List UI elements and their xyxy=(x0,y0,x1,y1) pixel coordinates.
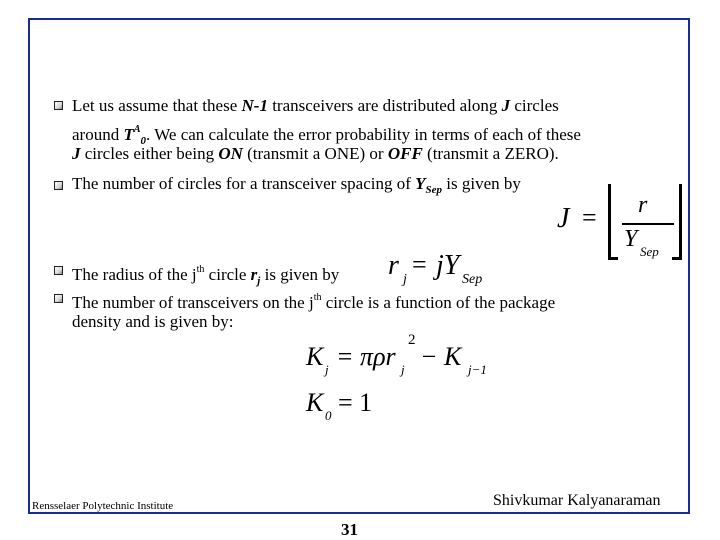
bullet1-line1 xyxy=(72,96,559,116)
bullet-icon xyxy=(54,266,63,275)
text: circle is a function of the package xyxy=(321,293,556,312)
bullet3-line xyxy=(72,260,339,291)
eq-j-lhs: J xyxy=(557,203,570,234)
bullet1-line3 xyxy=(72,144,559,164)
eq-k-rhs: = πρr xyxy=(336,342,396,371)
text-sup-th: th xyxy=(313,292,322,303)
bullet-icon xyxy=(54,101,63,110)
eq-j-denominator: Y xyxy=(624,226,638,252)
eq-r-sub: j xyxy=(403,272,407,287)
text-on: ON xyxy=(218,144,243,163)
eq-k0-sub: 0 xyxy=(325,408,332,423)
eq-r-rhs: jY xyxy=(436,250,460,281)
text: transceivers are distributed along xyxy=(267,96,502,115)
text: (transmit a ONE) or xyxy=(242,144,388,163)
text-sub-sep: Sep xyxy=(425,184,443,196)
bracket-left xyxy=(608,184,611,260)
bracket-right xyxy=(679,184,682,260)
bullet-icon xyxy=(54,294,63,303)
eq-k-lhs: K xyxy=(306,342,324,371)
eq-k-r-sub: j xyxy=(401,362,405,377)
page-number: 31 xyxy=(341,520,358,539)
eq-r-rhs-sub: Sep xyxy=(462,272,483,287)
eq-k0-rhs: = 1 xyxy=(338,388,373,417)
text-off: OFF xyxy=(387,144,423,163)
bullet-icon xyxy=(54,181,63,190)
eq-k-minus-sub: j−1 xyxy=(468,362,487,377)
text-j: J xyxy=(501,96,511,115)
text: is given by xyxy=(260,265,340,284)
text: circle xyxy=(204,265,251,284)
eq-j-den-sub: Sep xyxy=(640,244,659,259)
text-t: T xyxy=(123,125,134,144)
bullet4-line1 xyxy=(72,288,555,313)
eq-r-lhs: r xyxy=(388,250,399,281)
text: The number of transceivers on the j xyxy=(72,293,314,312)
eq-r-equals: = xyxy=(412,250,427,279)
eq-k-sub: j xyxy=(325,362,329,377)
text: circles either being xyxy=(80,144,219,163)
bracket-left-foot xyxy=(608,257,618,260)
text: Let us assume that these xyxy=(72,96,242,115)
text-sub-j: j xyxy=(257,275,261,287)
text-n-1: N-1 xyxy=(241,96,268,115)
text: is given by xyxy=(442,174,521,193)
text-sup-th: th xyxy=(196,264,205,275)
text: circles xyxy=(510,96,559,115)
text: . We can calculate the error probability in terms of each of these xyxy=(146,125,581,144)
eq-j-equals: = xyxy=(582,203,597,232)
text: The radius of the j xyxy=(72,265,197,284)
text-sub-0: 0 xyxy=(140,135,147,147)
fraction-bar xyxy=(622,223,674,225)
text-j: J xyxy=(72,144,81,163)
author-label: Shivkumar Kalyanaraman xyxy=(493,492,661,509)
text: (transmit a ZERO). xyxy=(422,144,559,163)
text-sup-a: A xyxy=(133,124,141,135)
eq-k0-lhs: K xyxy=(306,388,324,417)
bracket-right-foot xyxy=(672,257,682,260)
text-r: r xyxy=(250,265,258,284)
eq-k-minus: − K xyxy=(420,342,462,371)
bullet4-line2: density and is given by: xyxy=(72,312,234,331)
eq-j-numerator: r xyxy=(638,192,648,218)
text-y: Y xyxy=(415,174,426,193)
text: around xyxy=(72,125,124,144)
text: The number of circles for a transceiver spacing of xyxy=(72,174,416,193)
bullet2-line xyxy=(72,174,521,200)
institution-label: Rensselaer Polytechnic Institute xyxy=(32,500,174,512)
eq-k-sup: 2 xyxy=(408,332,416,348)
